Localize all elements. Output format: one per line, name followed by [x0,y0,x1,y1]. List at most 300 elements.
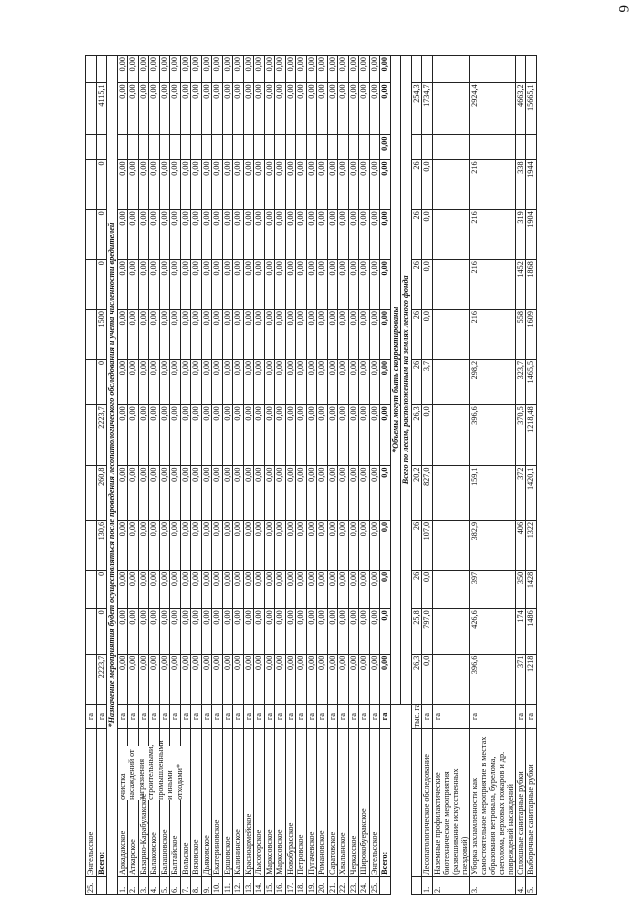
value-cell: 0,00 [275,260,286,310]
value-cell: 0,00 [180,160,191,210]
value-cell: 0,00 [369,83,380,135]
row-number: 4. [149,876,160,894]
empty-cell [170,135,181,160]
value-cell: 0,00 [170,210,181,260]
value-cell: 0,00 [180,83,191,135]
value-cell: 0,00 [191,520,202,570]
purpose-group-1: очистка насаждений от загрязнения [117,749,146,800]
value-cell: 0,00 [306,160,317,210]
value-cell: 323,7 [515,359,526,404]
value-cell: 0,00 [275,609,286,654]
value-cell: 0,00 [317,654,328,704]
table-row [285,56,296,895]
value-cell: 0,00 [128,654,139,704]
row-unit: га [515,704,526,729]
row-unit: га [359,704,370,729]
value-cell: 0,00 [380,56,391,83]
table-row [96,56,107,895]
region-cell [243,729,254,876]
value-cell: 0,00 [149,466,160,520]
value-cell: 216 [469,210,515,260]
value-cell: 0,00 [243,83,254,135]
value-cell: 1452 [515,260,526,310]
value-cell: 0,00 [243,210,254,260]
value-cell: 0,00 [128,56,139,83]
table-row [222,56,233,895]
value-cell: 0 [96,210,107,260]
value-cell: 0,00 [138,210,149,260]
value-cell: 0,00 [212,609,223,654]
value-cell [432,609,469,654]
row-number: 6. [170,876,181,894]
value-cell: 0,00 [306,654,317,704]
value-cell: 0,00 [159,160,170,210]
value-cell: 0,00 [222,520,233,570]
value-cell: 0,00 [285,210,296,260]
value-cell: 0,00 [159,260,170,310]
value-cell: 0,00 [170,310,181,360]
value-cell: 0,00 [159,56,170,83]
region-cell [338,729,349,876]
value-cell: 0,00 [222,654,233,704]
region-cell [275,729,286,876]
table-row [422,56,433,895]
value-cell [432,260,469,310]
value-cell: 2223,7 [96,654,107,704]
value-cell: 0,00 [128,160,139,210]
table-row [138,56,149,895]
value-cell: 0,00 [138,654,149,704]
table-row [469,56,515,895]
value-cell: 350 [515,570,526,609]
empty-cell [275,135,286,160]
value-cell: 0,00 [338,520,349,570]
value-cell: 797,0 [422,609,433,654]
value-cell: 0,00 [306,210,317,260]
row-number: 5. [526,876,537,894]
value-cell: 0,00 [254,260,265,310]
value-cell: 0,00 [380,160,391,210]
value-cell: 0,00 [254,570,265,609]
value-cell: 0,00 [317,56,328,83]
value-cell: 0,00 [117,654,128,704]
value-cell [432,310,469,360]
row-unit: га [138,704,149,729]
region-name: Аткарское [128,839,137,875]
value-cell: 1609 [526,310,537,360]
value-cell: 0,00 [338,570,349,609]
row-unit: га [432,704,469,729]
value-cell: 0,00 [233,654,244,704]
value-cell: 0,00 [359,520,370,570]
value-cell: 0,00 [222,260,233,310]
value-cell [469,56,515,83]
region-name: Лысогорское [254,829,263,875]
value-cell: 0,00 [170,405,181,466]
value-cell: 0,00 [117,466,128,520]
value-cell: 0,00 [159,466,170,520]
value-cell: 0,00 [233,310,244,360]
value-cell [86,359,97,404]
value-cell: 0,00 [254,210,265,260]
table-row [306,56,317,895]
region-name: Базарно-Карабулакское [138,793,148,875]
value-cell: 0,00 [117,56,128,83]
table-row [191,56,202,895]
value-cell: 0,00 [296,210,307,260]
value-cell [86,135,97,160]
table-row [180,56,191,895]
value-cell: 0,00 [348,83,359,135]
value-cell: 0,00 [327,359,338,404]
value-cell: 0,00 [296,83,307,135]
value-cell: 406 [515,520,526,570]
value-cell: 1868 [526,260,537,310]
value-cell: 0,0 [422,210,433,260]
region-cell [296,729,307,876]
value-cell: 0,00 [201,609,212,654]
region-cell [285,729,296,876]
value-cell [515,56,526,83]
value-cell: 0,00 [180,310,191,360]
table-row [254,56,265,895]
row-number: 23. [348,876,359,894]
forest-measures-table [85,55,537,895]
value-cell: 0,00 [159,210,170,260]
value-cell [432,359,469,404]
value-cell: 0,00 [327,160,338,210]
value-cell: 0,00 [201,359,212,404]
value-cell: 0,00 [138,466,149,520]
value-cell: 0,00 [338,56,349,83]
value-cell [432,570,469,609]
row-unit: га [526,704,537,729]
value-cell: 0,0 [380,570,391,609]
value-cell: 0,00 [275,654,286,704]
value-cell: 0,00 [170,160,181,210]
value-cell: 0,00 [212,310,223,360]
empty-cell [243,135,254,160]
value-cell: 0,00 [138,310,149,360]
value-cell: 0,00 [306,83,317,135]
value-cell: 0,00 [317,260,328,310]
value-cell: 0,00 [212,56,223,83]
value-cell: 382,9 [469,520,515,570]
value-cell: 0,00 [285,466,296,520]
value-cell: 0,00 [369,405,380,466]
value-cell: 0,00 [317,160,328,210]
value-cell: 0,00 [243,359,254,404]
value-cell: 0,00 [222,609,233,654]
value-cell: 0,00 [306,609,317,654]
value-cell: 0,00 [285,654,296,704]
value-cell: 0,00 [222,56,233,83]
value-cell: 0,00 [338,654,349,704]
value-cell: 0,0 [422,570,433,609]
value-cell: 0,00 [191,570,202,609]
row-name: Сплошные санитарные рубки [515,729,526,876]
value-cell: 0,00 [222,210,233,260]
value-cell: 0,00 [348,260,359,310]
value-cell: 0,00 [359,260,370,310]
value-cell: 0,00 [369,609,380,654]
value-cell: 0,00 [338,466,349,520]
value-cell: 0,00 [338,359,349,404]
value-cell [96,135,107,160]
region-name: Марксовское [275,829,284,875]
value-cell: 0,00 [306,570,317,609]
value-cell: 0,00 [264,83,275,135]
value-cell [422,56,433,83]
value-cell: 0,0 [380,609,391,654]
value-cell: 0,00 [243,56,254,83]
value-cell [411,56,422,83]
value-cell [411,135,422,160]
value-cell: 0,00 [359,466,370,520]
value-cell: 0,00 [275,520,286,570]
value-cell: 0,00 [317,210,328,260]
value-cell: 0,00 [317,405,328,466]
value-cell: 0,00 [233,260,244,310]
spacer-cell [390,704,401,894]
value-cell: 0,00 [296,466,307,520]
value-cell: 0,00 [243,310,254,360]
value-cell: 0,00 [369,654,380,704]
region-name: Балаковское [149,832,158,875]
empty-cell [222,135,233,160]
value-cell: 0,00 [159,310,170,360]
value-cell: 0,00 [285,609,296,654]
value-cell: 0,00 [212,359,223,404]
table-row [264,56,275,895]
region-cell [180,729,191,876]
table-row [159,56,170,895]
empty-cell [327,135,338,160]
value-cell: 0,00 [369,210,380,260]
row-number: 8. [191,876,202,894]
value-cell: 0,00 [180,570,191,609]
value-cell: 0,00 [117,210,128,260]
value-cell: 0,00 [128,359,139,404]
empty-cell [128,135,139,160]
value-cell: 0,00 [191,359,202,404]
value-cell: 0,00 [327,56,338,83]
value-cell: 0,00 [348,609,359,654]
value-cell: 0,00 [201,570,212,609]
region-name: Широкобуеракское [359,808,368,875]
table-row [117,56,128,895]
value-cell: 0,00 [348,210,359,260]
value-cell: 0,00 [243,160,254,210]
value-cell: 1322 [526,520,537,570]
value-cell: 0,0 [422,310,433,360]
value-cell: 0,00 [191,310,202,360]
value-cell: 0,00 [201,654,212,704]
region-name: Красноармейское [243,813,253,875]
value-cell: 0,00 [191,83,202,135]
value-cell: 0,00 [149,310,160,360]
value-cell: 0,00 [233,609,244,654]
value-cell: 370,5 [515,405,526,466]
row-name [411,729,422,876]
value-cell: 0,00 [212,83,223,135]
value-cell: 0,00 [359,56,370,83]
value-cell: 0,00 [275,405,286,466]
row-number: 24. [359,876,370,894]
row-number: 20. [317,876,328,894]
value-cell: 0,00 [149,520,160,570]
value-cell: 0,00 [380,210,391,260]
table-row [233,56,244,895]
value-cell: 0,00 [296,310,307,360]
value-cell: 0,00 [254,520,265,570]
table-row [401,56,412,895]
value-cell: 0,00 [296,405,307,466]
row-unit: га [296,704,307,729]
row-number: 11. [222,876,233,894]
value-cell: 0,00 [138,359,149,404]
value-cell: 0,00 [254,609,265,654]
region-name: Энгельсское [369,831,379,875]
value-cell: 0,00 [243,405,254,466]
value-cell: 0,00 [180,466,191,520]
row-unit: га [338,704,349,729]
value-cell: 0,00 [327,260,338,310]
row-unit: га [212,704,223,729]
value-cell: 0,00 [264,405,275,466]
value-cell [86,520,97,570]
value-cell: 0,00 [159,83,170,135]
value-cell: 0,00 [254,160,265,210]
value-cell: 0,00 [128,260,139,310]
value-cell [86,466,97,520]
value-cell: 0,00 [201,310,212,360]
table-row [359,56,370,895]
value-cell: 0,00 [275,83,286,135]
value-cell: 0,00 [317,310,328,360]
purpose-group-2: строительными, промышленными и иными отходами* [146,740,184,800]
value-cell: 0,00 [138,260,149,310]
table-row [348,56,359,895]
value-cell: 0,00 [306,260,317,310]
row-unit: га [422,704,433,729]
value-cell: 0,00 [149,83,160,135]
value-cell: 0,0 [422,654,433,704]
region-name: Аркадакское [117,830,127,875]
value-cell: 0 [96,260,107,310]
region-name: Балтайское [170,835,179,875]
value-cell: 0,00 [264,210,275,260]
value-cell: 0,00 [317,609,328,654]
empty-cell [264,135,275,160]
value-cell: 0,00 [264,359,275,404]
value-cell: 0 [96,570,107,609]
value-cell: 0 [96,609,107,654]
table-row [296,56,307,895]
value-cell: 0,00 [264,56,275,83]
value-cell: 0,00 [212,570,223,609]
value-cell: 130,6 [96,520,107,570]
value-cell: 0,00 [369,160,380,210]
row-unit: га [170,704,181,729]
empty-cell [233,135,244,160]
value-cell: 20,2 [411,466,422,520]
region-cell [222,729,233,876]
value-cell: 0,00 [275,466,286,520]
empty-cell [149,135,160,160]
row-name: Энгельсское [86,729,97,876]
value-cell: 0,00 [222,466,233,520]
rotated-table-container [85,55,600,895]
region-name: Балашовское [159,829,169,875]
region-name: Калининское [233,829,242,875]
value-cell: 0,00 [338,260,349,310]
value-cell: 0,00 [348,310,359,360]
region-cell [348,729,359,876]
table-row [338,56,349,895]
row-name: Всего: [380,729,391,876]
value-cell: 0,00 [275,359,286,404]
region-name: Марксовское [264,829,274,875]
value-cell [86,654,97,704]
value-cell: 0,00 [212,405,223,466]
value-cell: 0,00 [327,609,338,654]
region-cell [128,729,139,876]
region-name: Черкасское [348,835,358,875]
value-cell: 396,6 [469,654,515,704]
table-row [432,56,469,895]
value-cell: 0,00 [222,570,233,609]
table-row [243,56,254,895]
value-cell [96,56,107,83]
region-cell [149,729,160,876]
value-cell: 0,00 [369,56,380,83]
value-cell: 0,00 [212,520,223,570]
value-cell: 0,00 [212,160,223,210]
value-cell: 0,00 [359,160,370,210]
row-unit: га [327,704,338,729]
value-cell: 0,00 [201,83,212,135]
value-cell: 319 [515,210,526,260]
value-cell: 0,00 [138,56,149,83]
value-cell: 0,00 [275,160,286,210]
value-cell: 0,00 [243,654,254,704]
row-number [380,876,391,894]
value-cell: 0,00 [201,260,212,310]
value-cell: 0,00 [380,260,391,310]
value-cell: 0,00 [222,160,233,210]
row-number [411,876,422,894]
value-cell: 174 [515,609,526,654]
value-cell: 107,0 [422,520,433,570]
value-cell: 0,00 [117,609,128,654]
value-cell: 0,00 [117,359,128,404]
region-name: Романовское [317,830,326,875]
value-cell [526,56,537,83]
value-cell: 0,00 [296,520,307,570]
value-cell: 0,00 [296,359,307,404]
empty-cell [117,135,128,160]
value-cell: 0,00 [128,520,139,570]
value-cell: 1944 [526,160,537,210]
banner-forests: Всего по лесам, расположенным на землях лесного фонда [401,56,412,705]
value-cell: 0,00 [338,160,349,210]
empty-cell [348,135,359,160]
value-cell [515,135,526,160]
value-cell [86,210,97,260]
value-cell: 0,00 [264,609,275,654]
value-cell: 0,00 [243,260,254,310]
